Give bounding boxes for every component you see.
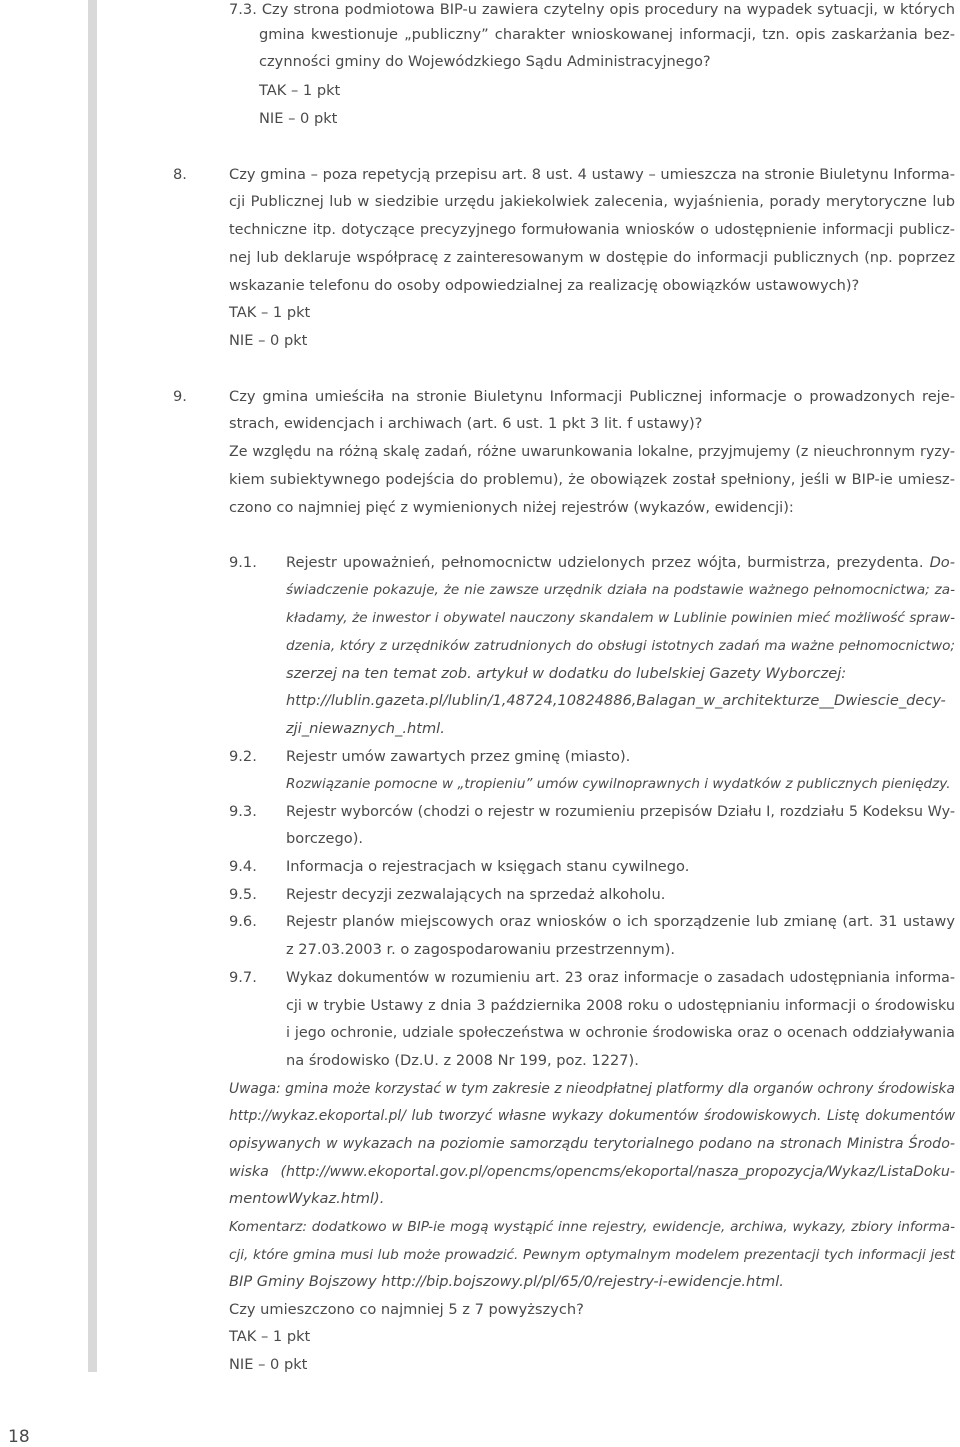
s9-number: 9. <box>173 388 187 405</box>
s8-line: cji Publicznej lub w siedzibie urzędu jakiekolwiek zalecenia, wyjaśnienia, porady merytoryczne lub <box>229 193 955 210</box>
item-link[interactable]: zji_niewaznych_.html. <box>286 720 445 737</box>
item-number: 9.3. <box>229 803 257 820</box>
s73-line: 7.3. Czy strona podmiotowa BIP-u zawiera czytelny opis procedury na wypadek sytuacji, w których <box>229 1 955 18</box>
item-number: 9.6. <box>229 913 257 930</box>
item-number: 9.1. <box>229 554 257 571</box>
s8-line: nej lub deklaruje współpracę z zainteresowanym w dostępie do informacji publicznych (np. poprzez <box>229 250 955 266</box>
item-line: Wykaz dokumentów w rozumieniu art. 23 oraz informacje o zasadach udostępniania informa- <box>286 970 955 986</box>
item-line: Rejestr wyborców (chodzi o rejestr w rozumieniu przepisów Działu I, rozdziału 5 Kodeksu Wy- <box>286 804 956 820</box>
item-line: Rejestr umów zawartych przez gminę (miasto). <box>286 748 631 765</box>
item-line: Rozwiązanie pomocne w „tropieniu” umów cywilnoprawnych i wydatków z publicznych pieniędzy. <box>286 776 951 792</box>
margin-bar <box>88 0 97 1372</box>
item-line: Rejestr planów miejscowych oraz wniosków o ich sporządzenie lub zmianę (art. 31 ustawy <box>286 913 955 930</box>
s8-score-no: NIE – 0 pkt <box>229 332 308 349</box>
item-line: kładamy, że inwestor i obywatel nauczony skandalem w Lublinie powinien mieć możliwość spraw- <box>286 610 955 626</box>
comment-line: BIP Gminy Bojszowy http://bip.bojszowy.pl/pl/65/0/rejestry-i-ewidencje.html. <box>229 1273 784 1290</box>
s8-line: Czy gmina – poza repetycją przepisu art. 8 ust. 4 ustawy – umieszcza na stronie Biuletynu Informa- <box>229 166 955 183</box>
s73-line: gmina kwestionuje „publiczny” charakter wnioskowanej informacji, tzn. opis zaskarżania bez- <box>259 26 955 43</box>
s9-line: czono co najmniej pięć z wymienionych niżej rejestrów (wykazów, ewidencji): <box>229 499 794 516</box>
s9-line: Ze względu na różną skalę zadań, różne uwarunkowania lokalne, przyjmujemy (z nieuchronnym ryzy- <box>229 444 955 460</box>
s9-line: strach, ewidencjach i archiwach (art. 6 ust. 1 pkt 3 lit. f ustawy)? <box>229 415 703 432</box>
s9-line: kiem subiektywnego podejścia do problemu), że obowiązek został spełniony, jeśli w BIP-ie umiesz- <box>229 471 955 488</box>
s8-line: wskazanie telefonu do osoby odpowiedzialnej za realizację obowiązków ustawowych)? <box>229 277 860 294</box>
s73-score-no: NIE – 0 pkt <box>259 110 338 127</box>
item-number: 9.4. <box>229 858 257 875</box>
item-number: 9.2. <box>229 748 257 765</box>
item-line: szerzej na ten temat zob. artykuł w dodatku do lubelskiej Gazety Wyborczej: <box>286 665 847 682</box>
page-number: 18 <box>8 1427 30 1447</box>
s73-score-yes: TAK – 1 pkt <box>259 82 341 99</box>
note-line: http://wykaz.ekoportal.pl/ lub tworzyć własne wykazy dokumentów środowiskowych. Listę dokumentów <box>229 1108 955 1124</box>
comment-line: Komentarz: dodatkowo w BIP-ie mogą wystąpić inne rejestry, ewidencje, archiwa, wykazy, zbiory informa- <box>229 1219 955 1235</box>
closing-score-no: NIE – 0 pkt <box>229 1356 308 1373</box>
s73-line: czynności gminy do Wojewódzkiego Sądu Administracyjnego? <box>259 53 711 70</box>
item-line: borczego). <box>286 830 364 847</box>
closing-question: Czy umieszczono co najmniej 5 z 7 powyższych? <box>229 1301 584 1318</box>
closing-score-yes: TAK – 1 pkt <box>229 1328 311 1345</box>
item-line: na środowisko (Dz.U. z 2008 Nr 199, poz. 1227). <box>286 1052 639 1069</box>
item-number: 9.5. <box>229 886 257 903</box>
note-line: mentowWykaz.html). <box>229 1190 385 1207</box>
item-line: i jego ochronie, udziale społeczeństwa w ochronie środowiska oraz o ocenach oddziaływania <box>286 1025 955 1041</box>
s8-score-yes: TAK – 1 pkt <box>229 304 311 321</box>
note-line: wiska (http://www.ekoportal.gov.pl/opencms/opencms/ekoportal/nasza_propozycja/Wykaz/ListaDoku- <box>229 1164 955 1180</box>
s8-line: techniczne itp. dotyczące precyzyjnego formułowania wniosków o udostępnienie informacji publicz- <box>229 222 955 238</box>
item-line: dzenia, który z urzędników zatrudnionych do obsługi istotnych zadań ma ważne pełnomocnictwo; <box>286 638 955 654</box>
item-number: 9.7. <box>229 969 257 986</box>
item-line: Informacja o rejestracjach w księgach stanu cywilnego. <box>286 858 690 875</box>
s9-line: Czy gmina umieściła na stronie Biuletynu Informacji Publicznej informacje o prowadzonych reje- <box>229 388 955 405</box>
item-line: Rejestr decyzji zezwalających na sprzedaż alkoholu. <box>286 886 666 903</box>
item-line: świadczenie pokazuje, że nie zawsze urzędnik działa na podstawie ważnego pełnomocnictwa; za- <box>286 582 955 598</box>
comment-line: cji, które gmina musi lub może prowadzić. Pewnym optymalnym modelem prezentacji tych informacji jest <box>229 1247 955 1263</box>
item-line: cji w trybie Ustawy z dnia 3 października 2008 roku o udostępnianiu informacji o środowisku <box>286 998 955 1014</box>
note-line: opisywanych w wykazach na poziomie samorządu terytorialnego podano na stronach Ministra Środo- <box>229 1136 955 1152</box>
note-line: Uwaga: gmina może korzystać w tym zakresie z nieodpłatnej platformy dla organów ochrony środowiska <box>229 1081 955 1097</box>
item-link[interactable]: http://lublin.gazeta.pl/lublin/1,48724,10824886,Balagan_w_architekturze__Dwiescie_decy- <box>286 692 946 709</box>
item-line: z 27.03.2003 r. o zagospodarowaniu przestrzennym). <box>286 941 676 958</box>
s8-number: 8. <box>173 166 187 183</box>
item-line: Rejestr upoważnień, pełnomocnictw udzielonych przez wójta, burmistrza, prezydenta. Do- <box>286 554 955 571</box>
